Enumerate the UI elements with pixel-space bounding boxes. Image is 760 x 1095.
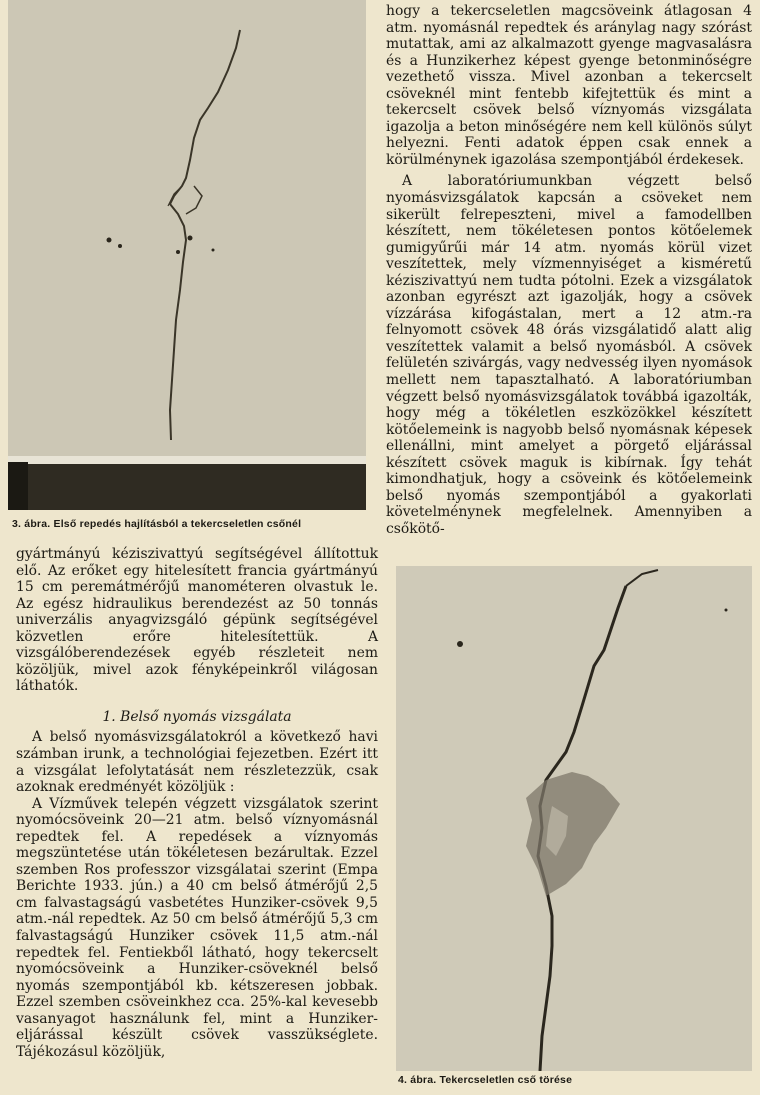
paragraph: A belső nyomásvizsgálatokról a következő havi számban irunk, a technológiai fejezetben. Ezért itt a vizsgálat lefolytatását nem részletezzük, csak azoknak eredményét közöljük : [16,729,378,796]
crack-image-3 [8,0,366,510]
figure-3-caption: 3. ábra. Első repedés hajlításból a tekercseletlen csőnél [12,518,302,530]
left-column-text [16,546,378,1060]
figure-4-photo [396,566,752,1071]
right-column-text [386,3,752,538]
crack-image-4 [396,566,752,1071]
paragraph: hogy a tekercseletlen magcsöveink átlagosan 4 atm. nyomásnál repedtek és aránylag nagy szórást mutattak, ami az alkalmazott gyenge magvasalásra és a Hunzikerhez képest gyenge betonminőségre vezethető vissza. Mivel azonban a tekercselt csöveknél mint fentebb kifejtettük és mint a tekercselt csövek belső víznyomás vizsgálata igazolja a beton minőségére nem kell különös súlyt helyezni. Fenti adatok éppen csak ennek a körülménynek igazolása szempontjából érdekesek. [386,3,752,168]
paragraph: A laboratóriumunkban végzett belső nyomásvizsgálatok kapcsán a csöveket nem sikerült felrepeszteni, mivel a famodellben készített, nem tökéletesen pontos kötőelemek gumigyűrűi már 14 atm. nyomás körül vizet veszítettek, mely vízmennyiséget a kisméretű kéziszivattyú nem tudta pótolni. Ezek a vizsgálatok azonban egyrészt azt igazolják, hogy a csövek vízzárása kifogástalan, mert a 12 atm.-ra felnyomott csövek 48 órás vizsgálatidő alatt alig veszítettek valamit a belső nyomásból. A csövek felületén szivárgás, vagy nedvesség ilyen nyomások mellett nem tapasztalható. A laboratóriumban végzett belső nyomásvizsgálatok továbbá igazolták, hogy még a tökéletlen eszközökkel készített kötőelemeink is nagyobb belső nyomásnak képesek ellenállni, mint amelyet a pörgető eljárással készített csövek maguk is kibírnak. Így tehát kimondhatjuk, hogy a csöveink és kötőelemeink belső nyomás szempontjából a gyakorlati követelménynek megfelelnek. Amennyiben a csőkötő- [386,173,752,537]
paragraph: A Vízművek telepén végzett vizsgálatok szerint nyomócsöveink 20—21 atm. belső víznyomásnál repedtek fel. A repedések a víznyomás megszüntetése után tökéletesen bezárultak. Ezzel szemben Ros professzor vizsgálatai szerint (Empa Berichte 1933. jún.) a 40 cm belső átmérőjű 2,5 cm falvastagságú vasbetétes Hunziker-csövek 9,5 atm.-nál repedtek. Az 50 cm belső átmérőjű 5,3 cm falvastagságú Hunziker csövek 11,5 atm.-nál repedtek fel. Fentiekből látható, hogy tekercselt nyomócsöveink a Hunziker-csöveknél belső nyomás szempontjából kb. kétszeresen jobbak. Ezzel szemben csöveinkhez cca. 25%-kal kevesebb vasanyagot használunk fel, mint a Hunziker-eljárással készült csövek vasszükséglete. Tájékozásul közöljük, [16,795,378,1060]
section-heading: 1. Belső nyomás vizsgálata [102,708,292,725]
figure-4-caption: 4. ábra. Tekercseletlen cső törése [398,1074,573,1086]
paragraph: gyártmányú kéziszivattyú segítségével állítottuk elő. Az erőket egy hitelesített francia gyártmányú 15 cm peremátmérőjű manométeren olvastuk le. Az egész hidraulikus berendezést az 50 tonnás univerzális anyagvizsgáló gépünk segítségével közvetlen erőre hitelesítettük. A vizsgálóberendezések egyéb részleteit nem közöljük, mivel azok fényképeinkről világosan láthatók. [16,546,378,695]
figure-3-photo [8,0,366,510]
